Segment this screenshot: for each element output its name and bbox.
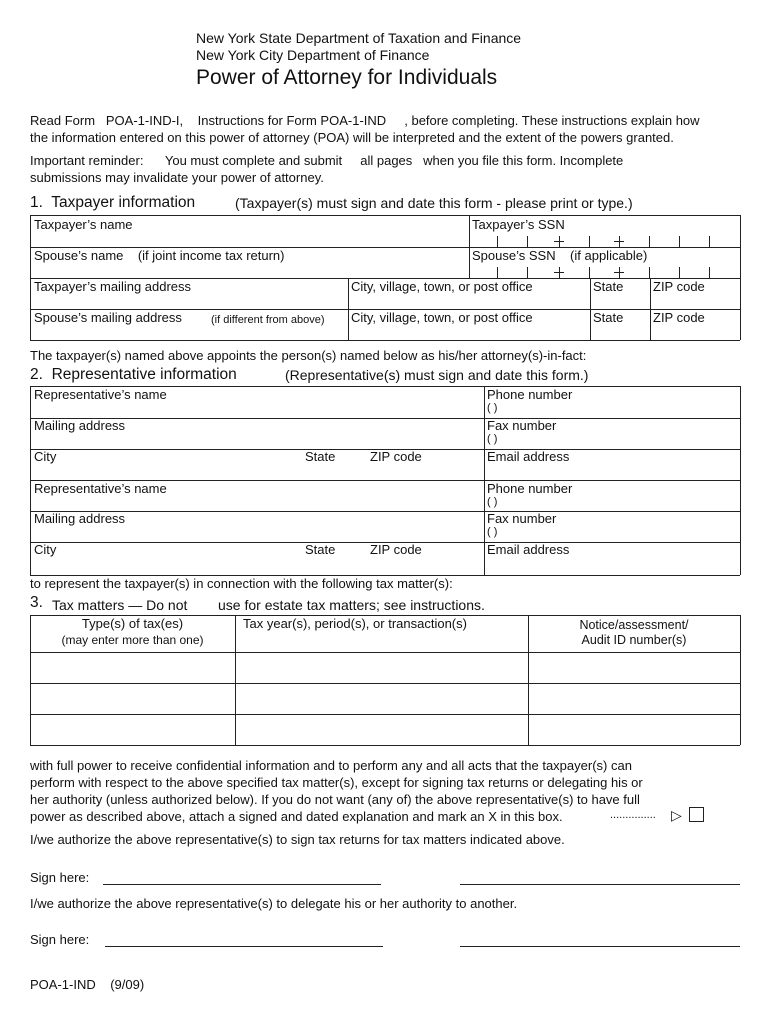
col-notice-header-a: Notice/assessment/ <box>579 618 689 632</box>
powers-line-2: perform with respect to the above specified tax matter(s), except for signing tax returns or delegating his or <box>30 775 643 790</box>
rep1-phone-paren: ( ) <box>487 402 498 414</box>
tax-year-cell-1[interactable] <box>236 653 528 683</box>
taxpayer-city-field[interactable]: City, village, town, or post office <box>351 279 533 294</box>
rep1-phone-field[interactable]: Phone number <box>487 387 573 402</box>
rep1-fax-field[interactable]: Fax number <box>487 418 557 433</box>
taxpayer-name-field[interactable]: Taxpayer’s name <box>34 217 133 232</box>
footer-form-date: (9/09) <box>110 977 145 992</box>
taxpayer-zip-field[interactable]: ZIP code <box>653 279 705 294</box>
spouse-zip-field[interactable]: ZIP code <box>653 310 705 325</box>
rep1-mailing-field[interactable]: Mailing address <box>34 418 126 433</box>
rep2-name-field[interactable]: Representative’s name <box>34 481 167 496</box>
notice-id-cell-2[interactable] <box>529 684 740 714</box>
section-1-number: 1. <box>30 194 43 211</box>
reminder-text-b: when you file this form. Incomplete <box>423 153 624 168</box>
spouse-name-field[interactable] <box>34 248 285 263</box>
section-1-note: (Taxpayer(s) must sign and date this form - please print or type.) <box>235 195 633 211</box>
notice-id-cell-3[interactable] <box>529 715 740 745</box>
taxpayer-mailing-address-field[interactable]: Taxpayer’s mailing address <box>34 279 192 294</box>
rep2-state-field[interactable]: State <box>305 542 336 557</box>
authorize-delegate-statement: I/we authorize the above representative(s) to delegate his or her authority to another. <box>30 896 518 911</box>
powers-line-3: her authority (unless authorized below). If you do not want (any of) the above representative(s) to have full <box>30 792 640 807</box>
intro-line-2: the information entered on this power of attorney (POA) will be interpreted and the extent of the powers granted. <box>30 130 674 145</box>
instructions-form-ref: POA-1-IND-I, <box>105 113 184 128</box>
col-notice-header-b: Audit ID number(s) <box>581 633 687 647</box>
appoints-statement: The taxpayer(s) named above appoints the person(s) named below as his/her attorney(s)-in-fact: <box>30 348 587 363</box>
rep1-zip-field[interactable]: ZIP code <box>370 449 422 464</box>
powers-line-4: power as described above, attach a signed and dated explanation and mark an X in this box. <box>30 809 563 824</box>
tax-type-cell-2[interactable] <box>31 684 235 714</box>
arrow-icon: ▷ <box>671 807 682 823</box>
rep2-phone-paren: ( ) <box>487 496 498 508</box>
section-3-title-b: use for estate tax matters; see instructions. <box>218 597 485 613</box>
reminder-text-a: You must complete and submit <box>164 153 343 168</box>
rep1-city-field[interactable]: City <box>34 449 57 464</box>
signature-line-1b[interactable] <box>460 884 740 885</box>
represent-statement: to represent the taxpayer(s) in connection with the following tax matter(s): <box>30 576 453 591</box>
intro-text: , before completing. These instructions explain how <box>404 113 700 128</box>
spouse-ssn-field[interactable] <box>472 248 647 263</box>
rep2-zip-field[interactable]: ZIP code <box>370 542 422 557</box>
rep2-phone-field[interactable]: Phone number <box>487 481 573 496</box>
form-title: Power of Attorney for Individuals <box>196 66 498 89</box>
spouse-name-note: (if joint income tax return) <box>137 248 285 263</box>
signature-line-1a[interactable] <box>103 884 381 885</box>
section-1-heading <box>30 194 195 212</box>
tax-year-cell-3[interactable] <box>236 715 528 745</box>
rep1-name-field[interactable]: Representative’s name <box>34 387 167 402</box>
spouse-ssn-label: Spouse’s SSN <box>472 248 556 263</box>
rep1-state-field[interactable]: State <box>305 449 336 464</box>
section-2-title: Representative information <box>51 366 237 383</box>
tax-type-cell-1[interactable] <box>31 653 235 683</box>
leader-dots: ............... <box>610 809 656 821</box>
form-footer <box>30 977 144 992</box>
taxpayer-state-field[interactable]: State <box>593 279 624 294</box>
col-tax-type-note: (may enter more than one) <box>61 633 204 647</box>
spouse-name-label: Spouse’s name <box>34 248 124 263</box>
rep2-fax-paren: ( ) <box>487 526 498 538</box>
sign-here-label-2: Sign here: <box>30 932 90 947</box>
section-1-title: Taxpayer information <box>51 194 196 211</box>
section-3-title-a: Tax matters — Do not <box>52 597 188 613</box>
taxpayer-ssn-field[interactable]: Taxpayer’s SSN <box>472 217 565 232</box>
intro-line-1 <box>30 113 700 128</box>
section-2-number: 2. <box>30 366 43 383</box>
sign-here-label-1: Sign here: <box>30 870 90 885</box>
authorize-sign-statement: I/we authorize the above representative(s) to sign tax returns for tax matters indicated above. <box>30 832 565 847</box>
powers-line-1: with full power to receive confidential information and to perform any and all acts that the taxpayer(s) can <box>30 758 632 773</box>
rep2-mailing-field[interactable]: Mailing address <box>34 511 126 526</box>
instructions-form-title: Instructions for Form POA-1-IND <box>197 113 387 128</box>
spouse-mailing-note: (if different from above) <box>211 314 325 326</box>
department-name-city: New York City Department of Finance <box>196 47 430 63</box>
signature-line-2a[interactable] <box>105 946 383 947</box>
section-2-note: (Representative(s) must sign and date this form.) <box>285 367 589 383</box>
spouse-mailing-address-field[interactable]: Spouse’s mailing address <box>34 310 182 325</box>
no-full-power-checkbox[interactable] <box>689 807 704 822</box>
col-tax-type-header: Type(s) of tax(es) <box>81 616 184 631</box>
notice-id-cell-1[interactable] <box>529 653 740 683</box>
spouse-city-field[interactable]: City, village, town, or post office <box>351 310 533 325</box>
section-2-heading <box>30 366 237 384</box>
reminder-line-1 <box>30 153 623 168</box>
signature-line-2b[interactable] <box>460 946 740 947</box>
reminder-line-2: submissions may invalidate your power of attorney. <box>30 170 324 185</box>
section-3-number: 3. <box>30 594 43 611</box>
spouse-state-field[interactable]: State <box>593 310 624 325</box>
tax-type-cell-3[interactable] <box>31 715 235 745</box>
rep2-city-field[interactable]: City <box>34 542 57 557</box>
tax-year-cell-2[interactable] <box>236 684 528 714</box>
col-tax-year-header: Tax year(s), period(s), or transaction(s) <box>243 616 467 631</box>
intro-read-form: Read Form <box>30 113 96 128</box>
rep1-fax-paren: ( ) <box>487 433 498 445</box>
spouse-ssn-note: (if applicable) <box>570 248 648 263</box>
rep2-email-field[interactable]: Email address <box>487 542 570 557</box>
footer-form-number: POA-1-IND <box>30 977 96 992</box>
rep1-email-field[interactable]: Email address <box>487 449 570 464</box>
rep2-fax-field[interactable]: Fax number <box>487 511 557 526</box>
reminder-label: Important reminder: <box>30 153 144 168</box>
department-name-state: New York State Department of Taxation and Finance <box>196 30 522 46</box>
reminder-all-pages: all pages <box>360 153 413 168</box>
